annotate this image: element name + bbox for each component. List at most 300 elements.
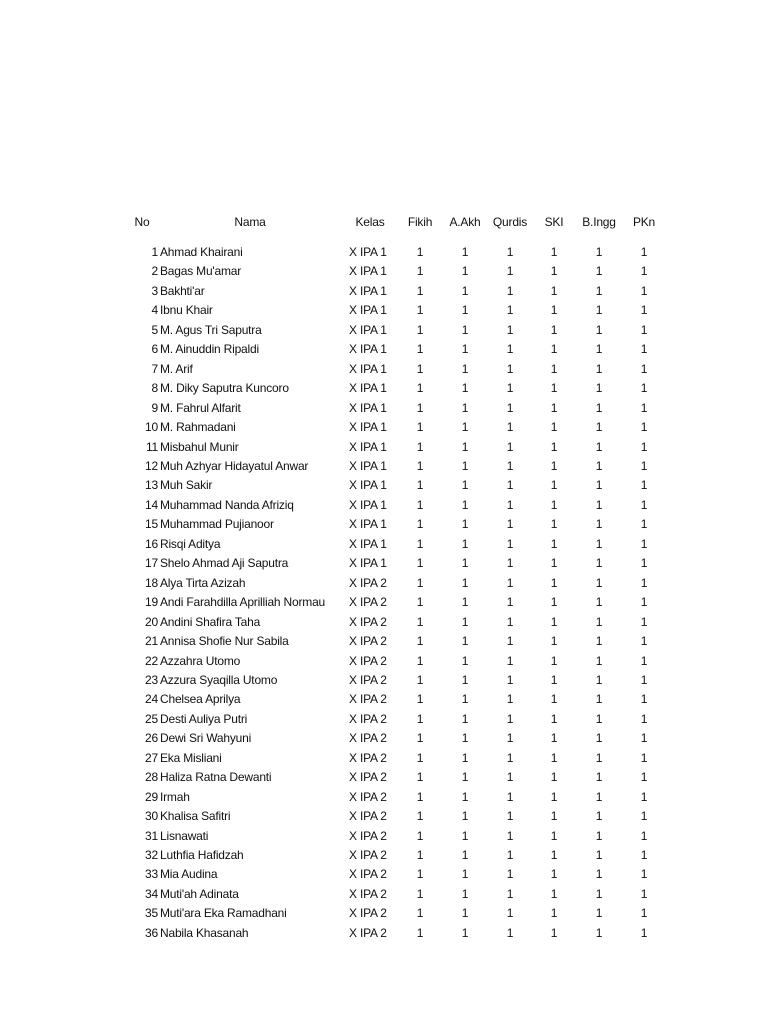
cell-qurdis: 1 xyxy=(506,828,514,843)
cell-qurdis: 1 xyxy=(506,556,514,571)
cell-qurdis: 1 xyxy=(506,264,514,279)
cell-ski: 1 xyxy=(550,750,558,765)
cell-pkn: 1 xyxy=(640,906,648,921)
cell-b-ingg: 1 xyxy=(595,925,603,940)
cell-pkn: 1 xyxy=(640,556,648,571)
header-nama: Nama xyxy=(234,215,266,229)
cell-fikih: 1 xyxy=(416,711,424,726)
cell-pkn: 1 xyxy=(640,478,648,493)
cell-fikih: 1 xyxy=(416,342,424,357)
cell-pkn: 1 xyxy=(640,420,648,434)
cell-a-akh: 1 xyxy=(461,809,469,823)
cell-fikih: 1 xyxy=(416,420,424,434)
cell-a-akh: 1 xyxy=(461,614,469,629)
cell-b-ingg: 1 xyxy=(595,575,603,590)
cell-no: 24 xyxy=(145,692,158,707)
cell-b-ingg: 1 xyxy=(595,322,603,337)
cell-no: 9 xyxy=(151,400,158,415)
cell-ski: 1 xyxy=(550,711,558,726)
cell-b-ingg: 1 xyxy=(595,595,603,610)
cell-qurdis: 1 xyxy=(506,653,514,668)
cell-b-ingg: 1 xyxy=(595,789,603,804)
header-a-akh: A.Akh xyxy=(449,215,481,229)
cell-qurdis: 1 xyxy=(506,439,514,454)
cell-qurdis: 1 xyxy=(506,692,514,707)
cell-pkn: 1 xyxy=(640,925,648,940)
cell-kelas: X IPA 1 xyxy=(349,439,387,454)
cell-b-ingg: 1 xyxy=(595,400,603,415)
cell-b-ingg: 1 xyxy=(595,497,603,512)
cell-qurdis: 1 xyxy=(506,809,514,823)
cell-pkn: 1 xyxy=(640,342,648,357)
cell-fikih: 1 xyxy=(416,400,424,415)
cell-kelas: X IPA 1 xyxy=(349,556,387,571)
cell-ski: 1 xyxy=(550,809,558,823)
cell-nama: Andi Farahdilla Aprilliah Normau xyxy=(160,595,326,610)
cell-nama: Muh Sakir xyxy=(160,478,213,493)
cell-no: 36 xyxy=(145,925,158,940)
cell-no: 16 xyxy=(145,536,158,551)
cell-ski: 1 xyxy=(550,517,558,532)
cell-no: 28 xyxy=(145,770,158,785)
cell-fikih: 1 xyxy=(416,614,424,629)
cell-fikih: 1 xyxy=(416,575,424,590)
cell-no: 31 xyxy=(145,828,158,843)
header-kelas: Kelas xyxy=(355,215,385,229)
cell-nama: Muhammad Pujianoor xyxy=(160,517,274,532)
cell-kelas: X IPA 1 xyxy=(349,517,387,532)
header-ski: SKI xyxy=(544,215,564,229)
cell-no: 8 xyxy=(151,381,158,396)
cell-qurdis: 1 xyxy=(506,322,514,337)
cell-no: 5 xyxy=(151,322,158,337)
header-qurdis: Qurdis xyxy=(492,215,528,229)
cell-kelas: X IPA 2 xyxy=(349,711,387,726)
header-pkn: PKn xyxy=(632,215,656,229)
cell-pkn: 1 xyxy=(640,283,648,298)
cell-pkn: 1 xyxy=(640,731,648,746)
cell-ski: 1 xyxy=(550,770,558,785)
cell-nama: M. Ainuddin Ripaldi xyxy=(160,342,259,357)
cell-fikih: 1 xyxy=(416,653,424,668)
cell-nama: Nabila Khasanah xyxy=(160,925,249,940)
cell-kelas: X IPA 2 xyxy=(349,750,387,765)
cell-a-akh: 1 xyxy=(461,322,469,337)
cell-a-akh: 1 xyxy=(461,575,469,590)
cell-nama: Azzura Syaqilla Utomo xyxy=(160,672,278,687)
cell-kelas: X IPA 1 xyxy=(349,245,387,259)
cell-nama: Bagas Mu'amar xyxy=(160,264,242,279)
cell-fikih: 1 xyxy=(416,750,424,765)
cell-kelas: X IPA 2 xyxy=(349,672,387,687)
cell-ski: 1 xyxy=(550,595,558,610)
cell-pkn: 1 xyxy=(640,536,648,551)
cell-b-ingg: 1 xyxy=(595,906,603,921)
cell-b-ingg: 1 xyxy=(595,420,603,434)
cell-a-akh: 1 xyxy=(461,925,469,940)
cell-kelas: X IPA 2 xyxy=(349,575,387,590)
cell-a-akh: 1 xyxy=(461,342,469,357)
cell-kelas: X IPA 1 xyxy=(349,458,387,473)
cell-qurdis: 1 xyxy=(506,847,514,862)
cell-ski: 1 xyxy=(550,458,558,473)
cell-no: 21 xyxy=(145,634,158,648)
cell-qurdis: 1 xyxy=(506,478,514,493)
cell-fikih: 1 xyxy=(416,692,424,707)
cell-a-akh: 1 xyxy=(461,283,469,298)
cell-fikih: 1 xyxy=(416,770,424,785)
cell-nama: Mia Audina xyxy=(160,867,218,882)
cell-nama: Ibnu Khair xyxy=(160,303,213,318)
cell-nama: Muh Azhyar Hidayatul Anwar xyxy=(160,458,309,473)
cell-kelas: X IPA 1 xyxy=(349,264,387,279)
cell-b-ingg: 1 xyxy=(595,381,603,396)
cell-nama: M. Rahmadani xyxy=(160,420,236,434)
cell-nama: Bakhti'ar xyxy=(160,283,205,298)
cell-fikih: 1 xyxy=(416,556,424,571)
cell-qurdis: 1 xyxy=(506,342,514,357)
cell-b-ingg: 1 xyxy=(595,731,603,746)
cell-no: 25 xyxy=(145,711,158,726)
cell-ski: 1 xyxy=(550,653,558,668)
cell-kelas: X IPA 2 xyxy=(349,906,387,921)
cell-qurdis: 1 xyxy=(506,420,514,434)
cell-a-akh: 1 xyxy=(461,303,469,318)
cell-b-ingg: 1 xyxy=(595,828,603,843)
cell-kelas: X IPA 1 xyxy=(349,536,387,551)
cell-a-akh: 1 xyxy=(461,731,469,746)
cell-fikih: 1 xyxy=(416,925,424,940)
cell-ski: 1 xyxy=(550,692,558,707)
cell-pkn: 1 xyxy=(640,400,648,415)
cell-pkn: 1 xyxy=(640,692,648,707)
cell-nama: Ahmad Khairani xyxy=(160,245,243,259)
cell-b-ingg: 1 xyxy=(595,517,603,532)
cell-qurdis: 1 xyxy=(506,672,514,687)
cell-ski: 1 xyxy=(550,925,558,940)
cell-no: 1 xyxy=(151,245,158,259)
cell-ski: 1 xyxy=(550,731,558,746)
cell-qurdis: 1 xyxy=(506,575,514,590)
cell-nama: Irmah xyxy=(160,789,190,804)
cell-b-ingg: 1 xyxy=(595,458,603,473)
cell-no: 12 xyxy=(145,458,158,473)
cell-pkn: 1 xyxy=(640,886,648,901)
cell-b-ingg: 1 xyxy=(595,653,603,668)
cell-no: 15 xyxy=(145,517,158,532)
cell-b-ingg: 1 xyxy=(595,750,603,765)
cell-ski: 1 xyxy=(550,322,558,337)
cell-pkn: 1 xyxy=(640,517,648,532)
cell-fikih: 1 xyxy=(416,245,424,259)
cell-qurdis: 1 xyxy=(506,886,514,901)
cell-pkn: 1 xyxy=(640,634,648,648)
cell-a-akh: 1 xyxy=(461,556,469,571)
cell-ski: 1 xyxy=(550,672,558,687)
cell-a-akh: 1 xyxy=(461,770,469,785)
cell-pkn: 1 xyxy=(640,245,648,259)
cell-qurdis: 1 xyxy=(506,867,514,882)
cell-a-akh: 1 xyxy=(461,653,469,668)
cell-qurdis: 1 xyxy=(506,283,514,298)
cell-b-ingg: 1 xyxy=(595,342,603,357)
cell-nama: Shelo Ahmad Aji Saputra xyxy=(160,556,289,571)
cell-fikih: 1 xyxy=(416,789,424,804)
cell-ski: 1 xyxy=(550,867,558,882)
cell-ski: 1 xyxy=(550,361,558,376)
cell-a-akh: 1 xyxy=(461,906,469,921)
cell-qurdis: 1 xyxy=(506,381,514,396)
cell-kelas: X IPA 1 xyxy=(349,322,387,337)
cell-a-akh: 1 xyxy=(461,517,469,532)
cell-a-akh: 1 xyxy=(461,361,469,376)
cell-kelas: X IPA 2 xyxy=(349,867,387,882)
cell-kelas: X IPA 1 xyxy=(349,342,387,357)
cell-no: 3 xyxy=(151,283,158,298)
cell-pkn: 1 xyxy=(640,789,648,804)
cell-kelas: X IPA 2 xyxy=(349,886,387,901)
cell-b-ingg: 1 xyxy=(595,283,603,298)
cell-kelas: X IPA 2 xyxy=(349,770,387,785)
cell-qurdis: 1 xyxy=(506,789,514,804)
cell-qurdis: 1 xyxy=(506,245,514,259)
cell-ski: 1 xyxy=(550,906,558,921)
cell-kelas: X IPA 1 xyxy=(349,420,387,434)
cell-a-akh: 1 xyxy=(461,692,469,707)
cell-fikih: 1 xyxy=(416,361,424,376)
cell-nama: Luthfia Hafidzah xyxy=(160,847,244,862)
header-fikih: Fikih xyxy=(407,215,433,229)
cell-ski: 1 xyxy=(550,789,558,804)
cell-no: 7 xyxy=(151,361,158,376)
cell-fikih: 1 xyxy=(416,497,424,512)
cell-b-ingg: 1 xyxy=(595,711,603,726)
cell-fikih: 1 xyxy=(416,478,424,493)
cell-pkn: 1 xyxy=(640,828,648,843)
cell-ski: 1 xyxy=(550,245,558,259)
cell-no: 35 xyxy=(145,906,158,921)
cell-no: 4 xyxy=(151,303,158,318)
cell-a-akh: 1 xyxy=(461,847,469,862)
cell-kelas: X IPA 1 xyxy=(349,400,387,415)
cell-b-ingg: 1 xyxy=(595,692,603,707)
cell-pkn: 1 xyxy=(640,595,648,610)
cell-no: 18 xyxy=(145,575,158,590)
cell-b-ingg: 1 xyxy=(595,361,603,376)
cell-qurdis: 1 xyxy=(506,711,514,726)
cell-fikih: 1 xyxy=(416,381,424,396)
cell-pkn: 1 xyxy=(640,653,648,668)
cell-kelas: X IPA 2 xyxy=(349,828,387,843)
cell-ski: 1 xyxy=(550,478,558,493)
cell-nama: Annisa Shofie Nur Sabila xyxy=(160,634,289,648)
cell-qurdis: 1 xyxy=(506,750,514,765)
cell-ski: 1 xyxy=(550,886,558,901)
cell-ski: 1 xyxy=(550,556,558,571)
cell-fikih: 1 xyxy=(416,634,424,648)
cell-kelas: X IPA 2 xyxy=(349,809,387,823)
cell-b-ingg: 1 xyxy=(595,847,603,862)
cell-no: 26 xyxy=(145,731,158,746)
cell-nama: Desti Auliya Putri xyxy=(160,711,248,726)
cell-nama: M. Diky Saputra Kuncoro xyxy=(160,381,289,396)
cell-no: 19 xyxy=(145,595,158,610)
cell-kelas: X IPA 1 xyxy=(349,303,387,318)
cell-no: 14 xyxy=(145,497,158,512)
cell-nama: M. Arif xyxy=(160,361,193,376)
cell-no: 6 xyxy=(151,342,158,357)
cell-pkn: 1 xyxy=(640,867,648,882)
cell-a-akh: 1 xyxy=(461,536,469,551)
cell-kelas: X IPA 2 xyxy=(349,614,387,629)
cell-fikih: 1 xyxy=(416,264,424,279)
cell-b-ingg: 1 xyxy=(595,672,603,687)
cell-qurdis: 1 xyxy=(506,906,514,921)
cell-nama: Dewi Sri Wahyuni xyxy=(160,731,252,746)
cell-ski: 1 xyxy=(550,400,558,415)
cell-pkn: 1 xyxy=(640,322,648,337)
cell-b-ingg: 1 xyxy=(595,245,603,259)
cell-ski: 1 xyxy=(550,634,558,648)
cell-no: 29 xyxy=(145,789,158,804)
cell-qurdis: 1 xyxy=(506,595,514,610)
cell-kelas: X IPA 1 xyxy=(349,361,387,376)
cell-no: 34 xyxy=(145,886,158,901)
cell-fikih: 1 xyxy=(416,517,424,532)
cell-qurdis: 1 xyxy=(506,634,514,648)
cell-a-akh: 1 xyxy=(461,458,469,473)
cell-ski: 1 xyxy=(550,283,558,298)
cell-pkn: 1 xyxy=(640,750,648,765)
cell-ski: 1 xyxy=(550,342,558,357)
cell-nama: Andini Shafira Taha xyxy=(160,614,261,629)
cell-nama: Risqi Aditya xyxy=(160,536,221,551)
cell-a-akh: 1 xyxy=(461,245,469,259)
cell-no: 11 xyxy=(145,439,158,454)
header-b-ingg: B.Ingg xyxy=(582,215,616,229)
cell-a-akh: 1 xyxy=(461,439,469,454)
cell-nama: Misbahul Munir xyxy=(160,439,239,454)
cell-ski: 1 xyxy=(550,420,558,434)
cell-qurdis: 1 xyxy=(506,361,514,376)
cell-a-akh: 1 xyxy=(461,264,469,279)
cell-pkn: 1 xyxy=(640,264,648,279)
cell-a-akh: 1 xyxy=(461,828,469,843)
cell-fikih: 1 xyxy=(416,439,424,454)
cell-b-ingg: 1 xyxy=(595,478,603,493)
cell-ski: 1 xyxy=(550,614,558,629)
cell-pkn: 1 xyxy=(640,770,648,785)
cell-nama: Alya Tirta Azizah xyxy=(160,575,246,590)
cell-qurdis: 1 xyxy=(506,400,514,415)
cell-ski: 1 xyxy=(550,828,558,843)
cell-a-akh: 1 xyxy=(461,672,469,687)
cell-b-ingg: 1 xyxy=(595,303,603,318)
cell-fikih: 1 xyxy=(416,283,424,298)
cell-no: 13 xyxy=(145,478,158,493)
cell-kelas: X IPA 2 xyxy=(349,634,387,648)
cell-no: 23 xyxy=(145,672,158,687)
cell-pkn: 1 xyxy=(640,439,648,454)
cell-pkn: 1 xyxy=(640,381,648,396)
cell-ski: 1 xyxy=(550,381,558,396)
cell-ski: 1 xyxy=(550,575,558,590)
cell-no: 17 xyxy=(145,556,158,571)
cell-fikih: 1 xyxy=(416,595,424,610)
cell-pkn: 1 xyxy=(640,575,648,590)
cell-fikih: 1 xyxy=(416,303,424,318)
cell-b-ingg: 1 xyxy=(595,264,603,279)
cell-nama: Muti'ara Eka Ramadhani xyxy=(160,906,287,921)
cell-qurdis: 1 xyxy=(506,458,514,473)
cell-fikih: 1 xyxy=(416,906,424,921)
cell-ski: 1 xyxy=(550,847,558,862)
cell-a-akh: 1 xyxy=(461,497,469,512)
cell-nama: Muti'ah Adinata xyxy=(160,886,239,901)
cell-a-akh: 1 xyxy=(461,595,469,610)
cell-ski: 1 xyxy=(550,439,558,454)
cell-kelas: X IPA 1 xyxy=(349,478,387,493)
cell-fikih: 1 xyxy=(416,809,424,823)
cell-no: 32 xyxy=(145,847,158,862)
cell-kelas: X IPA 1 xyxy=(349,381,387,396)
header-no: No xyxy=(134,215,150,229)
cell-kelas: X IPA 2 xyxy=(349,789,387,804)
cell-b-ingg: 1 xyxy=(595,770,603,785)
cell-a-akh: 1 xyxy=(461,886,469,901)
cell-pkn: 1 xyxy=(640,614,648,629)
cell-fikih: 1 xyxy=(416,828,424,843)
cell-nama: Azzahra Utomo xyxy=(160,653,241,668)
cell-kelas: X IPA 2 xyxy=(349,595,387,610)
cell-b-ingg: 1 xyxy=(595,614,603,629)
cell-kelas: X IPA 2 xyxy=(349,692,387,707)
cell-pkn: 1 xyxy=(640,672,648,687)
cell-nama: Khalisa Safitri xyxy=(160,809,231,823)
cell-ski: 1 xyxy=(550,303,558,318)
cell-fikih: 1 xyxy=(416,847,424,862)
cell-nama: Chelsea Aprilya xyxy=(160,692,241,707)
cell-b-ingg: 1 xyxy=(595,809,603,823)
cell-ski: 1 xyxy=(550,536,558,551)
cell-nama: Haliza Ratna Dewanti xyxy=(160,770,272,785)
cell-fikih: 1 xyxy=(416,536,424,551)
cell-pkn: 1 xyxy=(640,809,648,823)
cell-b-ingg: 1 xyxy=(595,886,603,901)
cell-qurdis: 1 xyxy=(506,925,514,940)
cell-a-akh: 1 xyxy=(461,634,469,648)
cell-qurdis: 1 xyxy=(506,770,514,785)
cell-no: 20 xyxy=(145,614,158,629)
cell-qurdis: 1 xyxy=(506,303,514,318)
cell-a-akh: 1 xyxy=(461,750,469,765)
cell-no: 10 xyxy=(145,420,158,434)
cell-a-akh: 1 xyxy=(461,478,469,493)
cell-b-ingg: 1 xyxy=(595,634,603,648)
cell-qurdis: 1 xyxy=(506,731,514,746)
cell-a-akh: 1 xyxy=(461,867,469,882)
cell-no: 30 xyxy=(145,809,158,823)
cell-b-ingg: 1 xyxy=(595,867,603,882)
cell-fikih: 1 xyxy=(416,672,424,687)
cell-ski: 1 xyxy=(550,497,558,512)
cell-qurdis: 1 xyxy=(506,614,514,629)
cell-fikih: 1 xyxy=(416,731,424,746)
cell-nama: Lisnawati xyxy=(160,828,209,843)
cell-kelas: X IPA 1 xyxy=(349,497,387,512)
cell-b-ingg: 1 xyxy=(595,439,603,454)
cell-nama: Eka Misliani xyxy=(160,750,222,765)
